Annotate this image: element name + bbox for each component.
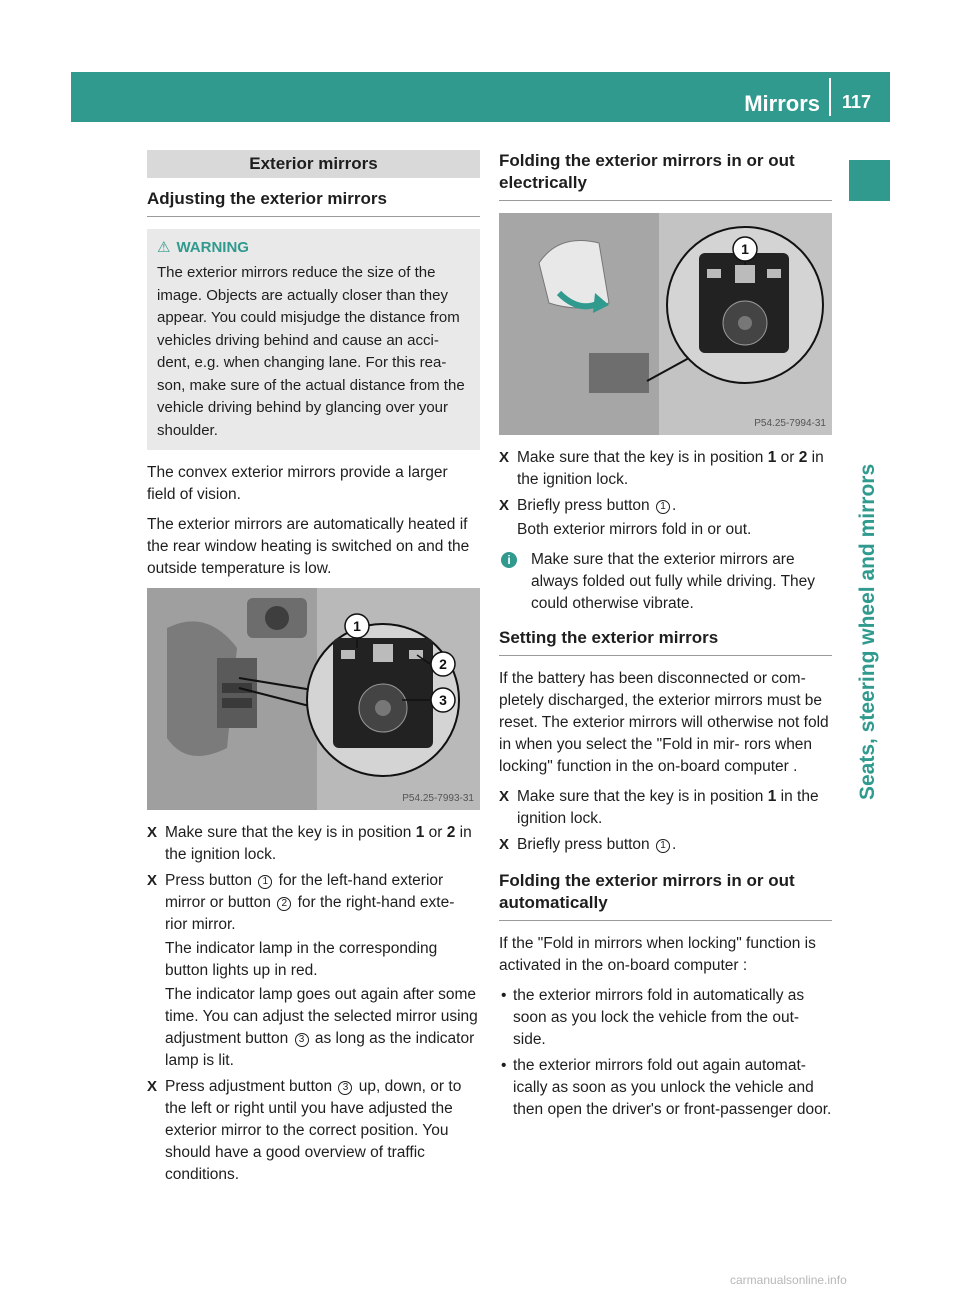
step-marker-icon: X	[499, 788, 510, 806]
bullet-fold-in: • the exterior mirrors fold in automatically as soon as you lock the vehicle from the out- side.	[501, 987, 805, 1049]
heading-setting: Setting the exterior mirrors	[499, 627, 832, 656]
info-icon: i	[501, 552, 517, 568]
callout-3: 3	[439, 692, 447, 709]
step-press-fold-2: X Briefly press button 1 .	[499, 834, 832, 856]
step-marker-icon: X	[147, 872, 158, 890]
door-switch-illustration	[147, 588, 480, 810]
step-marker-icon: X	[147, 824, 158, 842]
photo-door-switch	[147, 588, 480, 810]
watermark: carmanualsonline.info	[730, 1273, 847, 1287]
step-key-position: X Make sure that the key is in position 1 or 2 in the ignition lock.	[147, 824, 472, 864]
photo-code: P54.25-7993-31	[402, 793, 474, 805]
heading-adjusting: Adjusting the exterior mirrors	[147, 188, 480, 217]
fold-button-illustration	[499, 213, 832, 435]
step-marker-icon: X	[499, 449, 510, 467]
step-key-position-2: X Make sure that the key is in position 1 in the ignition lock.	[499, 788, 819, 828]
callout-2: 2	[439, 656, 447, 673]
page-number: 117	[842, 92, 872, 112]
step-marker-icon: X	[147, 1078, 158, 1096]
side-tab-text: Seats, steering wheel and mirrors	[856, 463, 879, 800]
side-tab-marker	[849, 160, 890, 201]
bullet-icon: •	[501, 987, 507, 1005]
warning-title: ⚠ WARNING	[157, 237, 472, 258]
step-marker-icon: X	[499, 836, 510, 854]
step-result: Both exterior mirrors fold in or out.	[517, 521, 752, 539]
bullet-fold-out: • the exterior mirrors fold out again automat- ically as soon as you unlock the vehicle and then open the driver's or front-passenger door.	[501, 1057, 832, 1119]
step-note-adjust: The indicator lamp goes out again after some time. You can adjust the selected mirror using adjustment button 3 as long as the indicator lamp is lit.	[165, 986, 478, 1070]
heading-folding-auto: Folding the exterior mirrors in or out automatically	[499, 870, 832, 921]
callout-1: 1	[353, 618, 361, 635]
step-key-position: X Make sure that the key is in position 1 or 2 in the ignition lock.	[499, 449, 824, 489]
right-column	[499, 150, 832, 1125]
left-column	[147, 150, 480, 1190]
photo-code: P54.25-7994-31	[754, 418, 826, 429]
step-adjust: X Press adjustment button 3 up, down, or to the left or right until you have adjusted the exterior mirror to the correct position. You should have a good overview of traffic conditions.	[147, 1078, 462, 1184]
photo-fold-button	[499, 213, 832, 435]
step-press-fold: X Briefly press button 1 . Both exterior mirrors fold in or out.	[499, 495, 832, 541]
info-note: i Make sure that the exterior mirrors are always folded out fully while driving. They could otherwise vibrate.	[499, 549, 832, 615]
step-marker-icon: X	[499, 497, 510, 515]
heading-folding-electric: Folding the exterior mirrors in or out electrically	[499, 150, 832, 201]
header-separator	[829, 78, 831, 116]
warning-box	[147, 229, 480, 450]
bullet-icon: •	[501, 1057, 507, 1075]
header-title: Mirrors	[744, 91, 820, 116]
paragraph-heated: The exterior mirrors are automatically heated if the rear window heating is switched on and the outside temperature is low.	[147, 516, 470, 578]
callout-1: 1	[741, 241, 749, 258]
paragraph-convex: The convex exterior mirrors provide a larger field of vision.	[147, 464, 448, 504]
section-bar: Exterior mirrors	[147, 150, 480, 178]
step-press-button: X Press button 1 for the left-hand exterior mirror or button 2 for the right-hand exte- rior mirror. The indicator lamp in the corresponding button lights up in red. The indicator lamp goes out again after some time. You can adjust the selected mirror using adjustment button 3 as long as the indicator lamp is lit.	[147, 870, 480, 1072]
paragraph-auto: If the "Fold in mirrors when locking" function is activated in the on-board computer :	[499, 935, 816, 975]
warning-icon: ⚠	[157, 239, 171, 257]
paragraph-reset: If the battery has been disconnected or com- pletely discharged, the exterior mirrors must be reset. The exterior mirrors will otherwise not fold in when you select the "Fold in mir- rors when locking" function in the on-board computer .	[499, 670, 829, 776]
step-note-indicator: The indicator lamp in the corresponding button lights up in red.	[165, 940, 438, 980]
warning-text: The exterior mirrors reduce the size of the image. Objects are actually closer than they appear. You could misjudge the distance from vehicles driving behind and cause an acci- dent, e.g. when changing lane. For this rea- son, make sure of the actual distance from the vehicle driving behind by glancing over your shoulder.	[157, 264, 465, 439]
